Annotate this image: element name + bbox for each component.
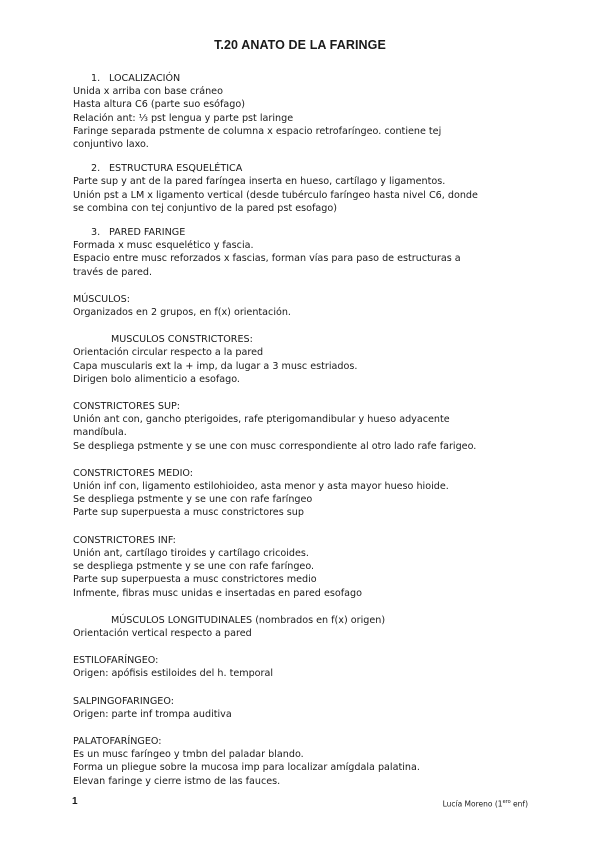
heading-constrictores-inf: CONSTRICTORES INF:: [73, 534, 176, 546]
page-number: 1: [72, 796, 78, 807]
paragraph-line: Capa muscularis ext la + imp, da lugar a 3 musc estriados.: [73, 360, 358, 372]
paragraph-line: Se despliega pstmente y se une con rafe faríngeo: [73, 494, 313, 506]
paragraph-line: conjuntivo laxo.: [73, 139, 149, 151]
paragraph-line: Se despliega pstmente y se une con musc correspondiente al otro lado rafe farigeo.: [73, 440, 477, 452]
section-heading-localizacion: 1. LOCALIZACIÓN: [91, 73, 181, 84]
paragraph-line: Faringe separada pstmente de columna x espacio retrofaríngeo. contiene tej: [73, 125, 442, 137]
paragraph-line: Origen: parte inf trompa auditiva: [73, 708, 232, 720]
paragraph-line: Es un musc faríngeo y tmbn del paladar blando.: [73, 749, 304, 761]
paragraph-line: Espacio entre musc reforzados x fascias, forman vías para paso de estructuras a: [73, 253, 461, 265]
footer-author: Lucía Moreno ($1^{ero}$ enf): [442, 799, 528, 809]
paragraph-line: Unión ant, cartílago tiroides y cartílago cricoides.: [73, 547, 309, 559]
paragraph-line: través de pared.: [73, 266, 152, 278]
heading-estilofaringeo: ESTILOFARÍNGEO:: [73, 655, 159, 667]
section-heading-estructura: 2. ESTRUCTURA ESQUELÉTICA: [91, 163, 243, 175]
paragraph-line: mandíbula.: [73, 427, 127, 439]
paragraph-line: Formada x musc esquelético y fascia.: [73, 240, 254, 252]
document-title: T.20 ANATO DE LA FARINGE: [214, 38, 386, 52]
paragraph-line: Relación ant: ⅓ pst lengua y parte pst laringe: [73, 112, 294, 124]
paragraph-line: Unión ant con, gancho pterigoides, rafe pterigomandibular y hueso adyacente: [73, 414, 450, 426]
subsection-heading-constrictores: MUSCULOS CONSTRICTORES:: [111, 334, 253, 346]
paragraph-line: Parte sup y ant de la pared faríngea inserta en hueso, cartílago y ligamentos.: [73, 176, 446, 188]
paragraph-line: Infmente, fibras musc unidas e insertadas en pared esofago: [73, 587, 362, 599]
heading-constrictores-medio: CONSTRICTORES MEDIO:: [73, 467, 194, 479]
section-heading-musculos: MÚSCULOS:: [73, 293, 130, 305]
paragraph-line: se combina con tej conjuntivo de la pared pst esofago): [73, 202, 337, 214]
paragraph-line: Unión inf con, ligamento estilohioideo, asta menor y asta mayor hueso hioide.: [73, 481, 449, 493]
paragraph-line: Unión pst a LM x ligamento vertical (desde tubérculo faríngeo hasta nivel C6, donde: [73, 189, 478, 201]
paragraph-line: Dirigen bolo alimenticio a esofago.: [73, 373, 240, 385]
paragraph-line: se despliega pstmente y se une con rafe faríngeo.: [73, 561, 315, 573]
paragraph-line: Orientación circular respecto a la pared: [73, 347, 264, 359]
subsection-heading-longitudinales: MÚSCULOS LONGITUDINALES (nombrados en f(x) origen): [111, 614, 386, 626]
paragraph-line: Parte sup superpuesta a musc constrictores medio: [73, 574, 317, 586]
paragraph-line: Forma un pliegue sobre la mucosa imp para localizar amígdala palatina.: [73, 762, 420, 774]
paragraph-line: Organizados en 2 grupos, en f(x) orientación.: [73, 307, 291, 319]
document-body: [73, 72, 533, 788]
heading-constrictores-sup: CONSTRICTORES SUP:: [73, 401, 180, 413]
paragraph-line: Elevan faringe y cierre istmo de las fauces.: [73, 775, 281, 787]
heading-salpingofaringeo: SALPINGOFARINGEO:: [73, 695, 174, 707]
paragraph-line: Hasta altura C6 (parte suo esófago): [73, 99, 245, 111]
paragraph-line: Parte sup superpuesta a musc constrictores sup: [73, 507, 304, 519]
heading-palatofaringeo: PALATOFARÍNGEO:: [73, 735, 162, 747]
paragraph-line: Origen: apófisis estiloides del h. temporal: [73, 668, 274, 680]
paragraph-line: Unida x arriba con base cráneo: [73, 86, 223, 98]
section-heading-pared: 3. PARED FARINGE: [91, 227, 186, 239]
paragraph-line: Orientación vertical respecto a pared: [73, 627, 252, 639]
